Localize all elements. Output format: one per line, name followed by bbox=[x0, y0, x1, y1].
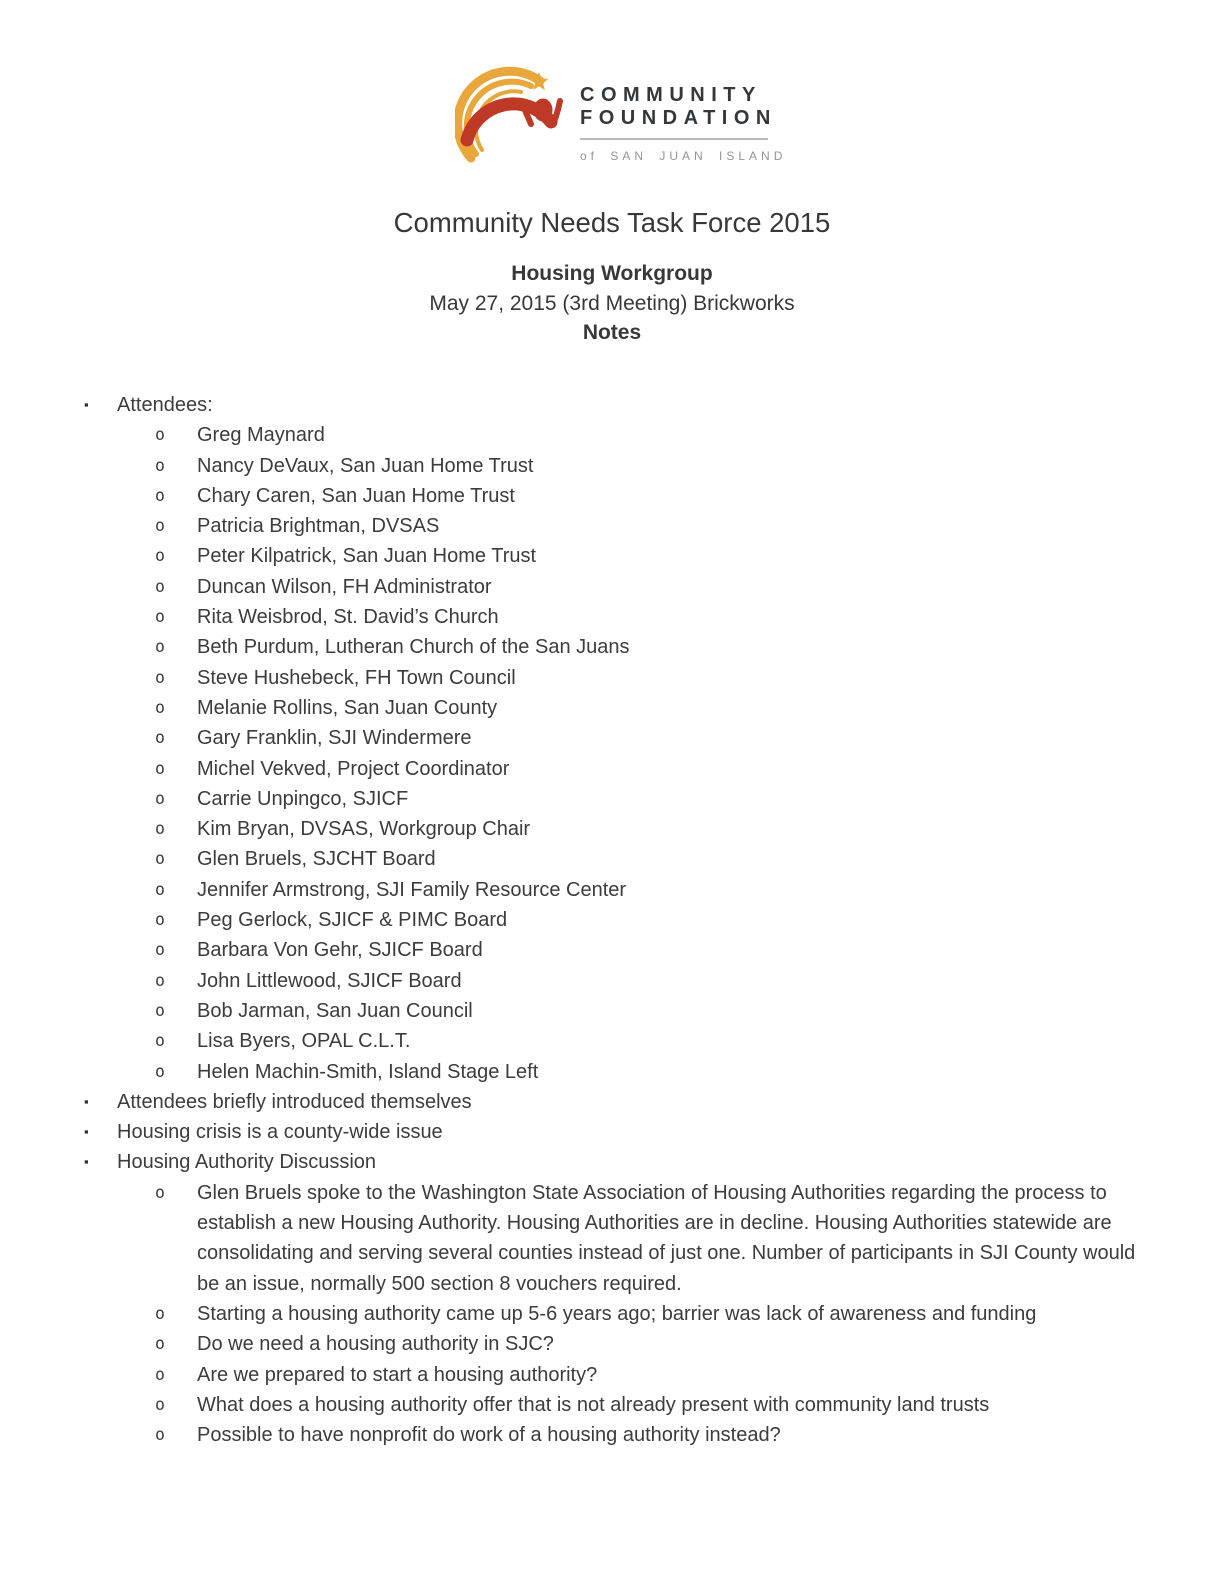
sub-bullet-item bbox=[0, 1057, 1190, 1087]
sub-bullet-item bbox=[0, 632, 1190, 662]
list-item-text: Housing crisis is a county-wide issue bbox=[117, 1121, 443, 1144]
list-item-text: Duncan Wilson, FH Administrator bbox=[197, 575, 492, 598]
list-item-text: Peter Kilpatrick, San Juan Home Trust bbox=[197, 545, 537, 568]
circle-bullet-icon: o bbox=[155, 546, 165, 566]
logo-name-line2: FOUNDATION bbox=[580, 107, 777, 129]
meeting-date-location: May 27, 2015 (3rd Meeting) Brickworks bbox=[429, 291, 795, 315]
list-item-text: Barbara Von Gehr, SJICF Board bbox=[197, 939, 483, 962]
square-bullet-icon: ▪ bbox=[84, 1124, 89, 1140]
bullet-item bbox=[0, 1087, 1190, 1117]
circle-bullet-icon: o bbox=[155, 667, 165, 687]
sub-bullet-item bbox=[0, 844, 1190, 874]
sub-bullet-item bbox=[0, 693, 1190, 723]
list-item-text: Attendees briefly introduced themselves bbox=[117, 1090, 472, 1113]
bullet-item bbox=[0, 1147, 1190, 1177]
circle-bullet-icon: o bbox=[155, 728, 165, 748]
bullet-item bbox=[0, 390, 1190, 420]
logo-divider bbox=[580, 138, 768, 140]
sub-bullet-item bbox=[0, 1026, 1190, 1056]
circle-bullet-icon: o bbox=[155, 697, 165, 717]
circle-bullet-icon: o bbox=[155, 576, 165, 596]
sub-bullet-item bbox=[0, 966, 1190, 996]
document-title: Community Needs Task Force 2015 bbox=[393, 207, 831, 238]
bullet-item bbox=[0, 1117, 1190, 1147]
circle-bullet-icon: o bbox=[155, 607, 165, 627]
square-bullet-icon: ▪ bbox=[84, 1154, 89, 1170]
sub-bullet-item bbox=[0, 1360, 1190, 1390]
list-item-text: Greg Maynard bbox=[197, 424, 325, 447]
list-item-text: Melanie Rollins, San Juan County bbox=[197, 696, 498, 719]
list-item-text: Possible to have nonprofit do work of a housing authority instead? bbox=[197, 1424, 781, 1447]
foundation-logo-text bbox=[580, 84, 786, 163]
notes-label: Notes bbox=[582, 321, 642, 344]
workgroup-name: Housing Workgroup bbox=[511, 262, 713, 285]
circle-bullet-icon: o bbox=[155, 516, 165, 536]
circle-bullet-icon: o bbox=[155, 940, 165, 960]
sub-bullet-item bbox=[0, 875, 1190, 905]
sub-bullet-item bbox=[0, 420, 1190, 450]
list-item-text: Attendees: bbox=[117, 394, 213, 416]
circle-bullet-icon: o bbox=[155, 970, 165, 990]
sub-bullet-item bbox=[0, 602, 1190, 632]
list-item-text: Peg Gerlock, SJICF & PIMC Board bbox=[197, 909, 508, 932]
list-item-text: Michel Vekved, Project Coordinator bbox=[197, 757, 510, 780]
circle-bullet-icon: o bbox=[155, 788, 165, 808]
list-item-text: Rita Weisbrod, St. David’s Church bbox=[197, 606, 499, 629]
circle-bullet-icon: o bbox=[155, 1031, 165, 1051]
circle-bullet-icon: o bbox=[155, 455, 165, 475]
list-item-text: Bob Jarman, San Juan Council bbox=[197, 999, 473, 1022]
list-item-text: What does a housing authority offer that is not already present with community land trusts bbox=[197, 1393, 990, 1416]
sub-bullet-item bbox=[0, 451, 1190, 481]
list-item-text: John Littlewood, SJICF Board bbox=[197, 969, 462, 992]
circle-bullet-icon: o bbox=[155, 1425, 165, 1445]
sub-bullet-item bbox=[0, 541, 1190, 571]
notes-list bbox=[0, 390, 1190, 1450]
circle-bullet-icon: o bbox=[155, 1364, 165, 1384]
sub-bullet-item bbox=[0, 572, 1190, 602]
sub-bullet-item bbox=[0, 723, 1190, 753]
circle-bullet-icon: o bbox=[155, 1061, 165, 1081]
list-item-text: Lisa Byers, OPAL C.L.T. bbox=[197, 1030, 411, 1053]
sub-bullet-item bbox=[0, 784, 1190, 814]
foundation-logo-icon bbox=[455, 58, 570, 183]
list-item-text: Are we prepared to start a housing authority? bbox=[197, 1363, 598, 1386]
logo-name-line1: COMMUNITY bbox=[580, 84, 762, 106]
sub-bullet-item bbox=[0, 996, 1190, 1026]
list-item-text: Glen Bruels spoke to the Washington State Association of Housing Authorities regarding the process to establish a new Housing Authority. Housing Authorities are in decline. Housing Authorities statewide are consolidating and serving several counties instead of just one. Number of participants in SJI County would be an issue, normally 500 section 8 vouchers required. bbox=[197, 1181, 1136, 1295]
logo-tagline: of SAN JUAN ISLAND bbox=[580, 149, 787, 163]
sub-bullet-item bbox=[0, 1390, 1190, 1420]
circle-bullet-icon: o bbox=[155, 425, 165, 445]
circle-bullet-icon: o bbox=[155, 879, 165, 899]
sub-bullet-item bbox=[0, 935, 1190, 965]
circle-bullet-icon: o bbox=[155, 910, 165, 930]
circle-bullet-icon: o bbox=[155, 758, 165, 778]
sub-bullet-item bbox=[0, 1178, 1190, 1299]
list-item-text: Carrie Unpingco, SJICF bbox=[197, 787, 409, 810]
circle-bullet-icon: o bbox=[155, 485, 165, 505]
list-item-text: Jennifer Armstrong, SJI Family Resource Center bbox=[197, 878, 627, 901]
circle-bullet-icon: o bbox=[155, 1000, 165, 1020]
list-item-text: Gary Franklin, SJI Windermere bbox=[197, 727, 472, 750]
list-item-text: Patricia Brightman, DVSAS bbox=[197, 515, 440, 538]
circle-bullet-icon: o bbox=[155, 819, 165, 839]
circle-bullet-icon: o bbox=[155, 849, 165, 869]
list-item-text: Kim Bryan, DVSAS, Workgroup Chair bbox=[197, 818, 531, 841]
sub-bullet-item bbox=[0, 754, 1190, 784]
list-item-text: Chary Caren, San Juan Home Trust bbox=[197, 484, 515, 507]
sub-bullet-item bbox=[0, 663, 1190, 693]
list-item-text: Housing Authority Discussion bbox=[117, 1151, 377, 1174]
circle-bullet-icon: o bbox=[155, 1334, 165, 1354]
list-item-text: Beth Purdum, Lutheran Church of the San Juans bbox=[197, 636, 630, 659]
list-item-text: Starting a housing authority came up 5-6 years ago; barrier was lack of awareness and funding bbox=[197, 1302, 1037, 1325]
sub-bullet-item bbox=[0, 481, 1190, 511]
community-foundation-logo bbox=[455, 58, 786, 183]
circle-bullet-icon: o bbox=[155, 1182, 165, 1202]
list-item-text: Steve Hushebeck, FH Town Council bbox=[197, 666, 516, 689]
square-bullet-icon: ▪ bbox=[84, 397, 89, 412]
circle-bullet-icon: o bbox=[155, 637, 165, 657]
list-item-text: Glen Bruels, SJCHT Board bbox=[197, 848, 436, 871]
sub-bullet-item bbox=[0, 1420, 1190, 1450]
circle-bullet-icon: o bbox=[155, 1303, 165, 1323]
sub-bullet-item bbox=[0, 1329, 1190, 1359]
circle-bullet-icon: o bbox=[155, 1394, 165, 1414]
document-subheading bbox=[0, 259, 1224, 348]
sub-bullet-item bbox=[0, 511, 1190, 541]
sub-bullet-item bbox=[0, 814, 1190, 844]
list-item-text: Helen Machin-Smith, Island Stage Left bbox=[197, 1060, 539, 1083]
square-bullet-icon: ▪ bbox=[84, 1093, 89, 1109]
list-item-text: Nancy DeVaux, San Juan Home Trust bbox=[197, 454, 534, 477]
list-item-text: Do we need a housing authority in SJC? bbox=[197, 1333, 554, 1356]
sub-bullet-item bbox=[0, 1299, 1190, 1329]
sub-bullet-item bbox=[0, 905, 1190, 935]
